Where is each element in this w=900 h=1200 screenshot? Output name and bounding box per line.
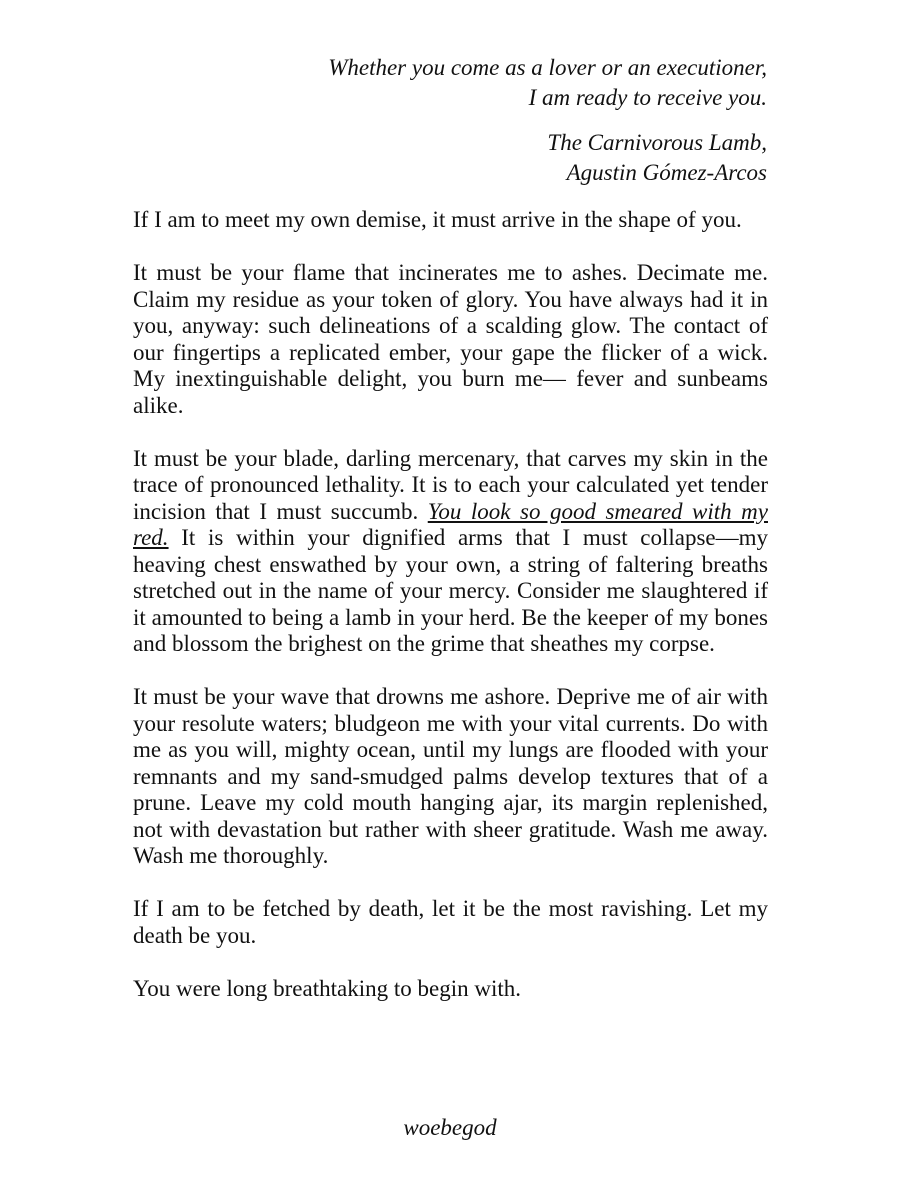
- attribution-work: The Carnivorous Lamb,: [547, 130, 767, 155]
- paragraph-text: It must be your blade, darling mercenary, that carves my skin in the trace of pronounced lethality. It is to each your calculated yet tender incision that I must succumb.: [133, 445, 768, 524]
- paragraph: If I am to be fetched by death, let it be the most ravishing. Let my death be you.: [133, 896, 768, 948]
- paragraph: [133, 446, 768, 658]
- epigraph: [328, 53, 767, 113]
- paragraph: If I am to meet my own demise, it must arrive in the shape of you.: [133, 207, 742, 232]
- epigraph-line: I am ready to receive you.: [528, 85, 767, 110]
- attribution-author: Agustin Gómez-Arcos: [566, 160, 767, 185]
- paragraph: It must be your wave that drowns me ashore. Deprive me of air with your resolute waters; bludgeon me with your vital currents. Do with me as you will, mighty ocean, until my lungs are flooded with your remnants and my sand-smudged palms develop textures that of a prune. Leave my cold mouth hanging ajar, its margin replenished, not with devastation but rather with sheer gratitude. Wash me away. Wash me thoroughly.: [133, 684, 768, 868]
- poem-body: [133, 207, 768, 1029]
- paragraph: It must be your flame that incinerates me to ashes. Decimate me. Claim my residue as your token of glory. You have always had it in you, anyway: such delineations of a scalding glow. The contact of our fingertips a replicated ember, your gape the flicker of a wick. My inextinguishable delight, you burn me— fever and sunbeams alike.: [133, 260, 768, 418]
- paragraph: You were long breathtaking to begin with.: [133, 975, 521, 1001]
- author-signature: woebegod: [403, 1115, 497, 1140]
- epigraph-attribution: [547, 128, 767, 188]
- epigraph-line: Whether you come as a lover or an executioner,: [328, 55, 767, 80]
- emphasized-phrase: You look so good smeared with my red.: [133, 498, 768, 550]
- paragraph-text: It is within your dignified arms that I must collapse—my heaving chest enswathed by your own, a string of faltering breaths stretched out in the name of your mercy. Consider me slaughtered if it amounted to being a lamb in your herd. Be the keeper of my bones and blossom the brighest on the grime that sheathes my corpse.: [133, 525, 768, 656]
